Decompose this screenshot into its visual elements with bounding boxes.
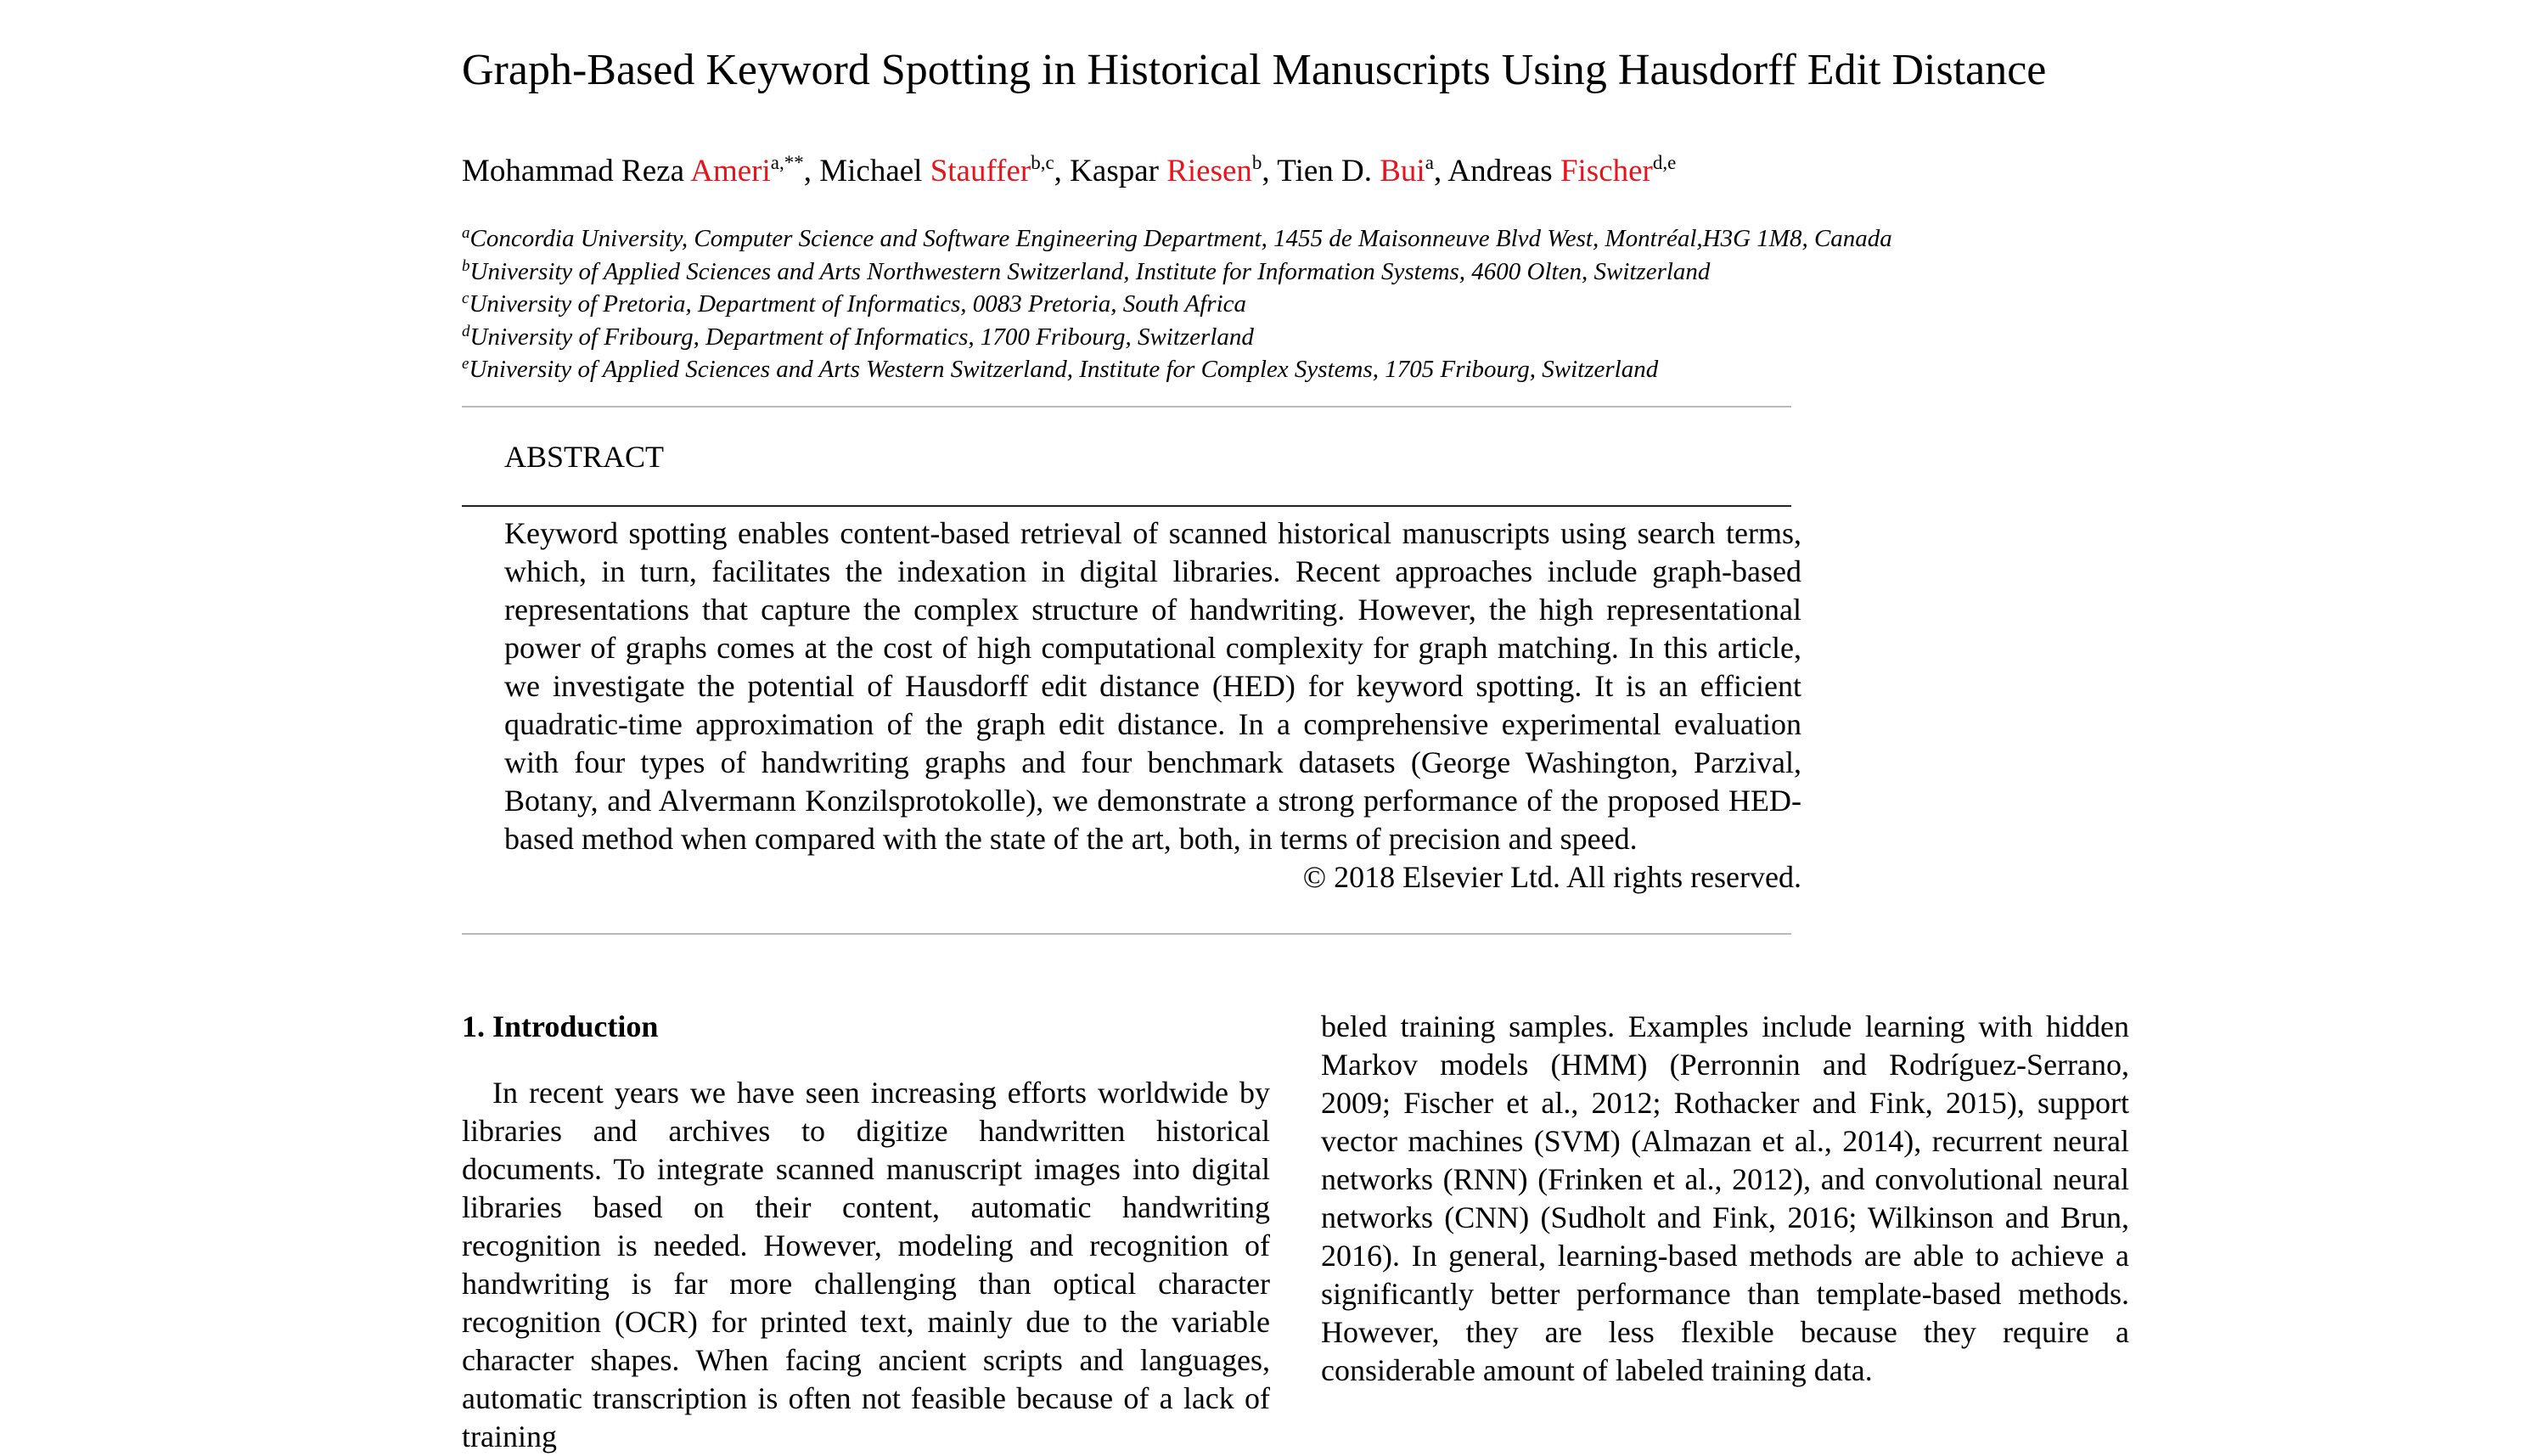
abstract-text: Keyword spotting enables content-based retrieval of scanned historical manuscripts using search terms, which, in turn, facilitates the indexation in digital libraries. Recent approaches include graph-based representations that capture the complex structure of handwriting. However, the high representational power of graphs comes at the cost of high computational complexity for graph matching. In this article, we investigate the potential of Hausdorff edit distance (HED) for keyword spotting. It is an efficient quadratic-time approximation of the graph edit distance. In a comprehensive experimental evaluation with four types of handwriting graphs and four benchmark datasets (George Washington, Parzival, Botany, and Alvermann Konzilsprotokolle), we demonstrate a strong performance of the proposed HED-based method when compared with the state of the art, both, in terms of precision and speed.: [504, 516, 1801, 856]
column-left: [462, 1008, 1270, 1456]
author-first-name: Michael: [819, 154, 923, 188]
author-affil-mark: a: [1425, 152, 1434, 173]
affiliation-text: University of Pretoria, Department of Informatics, 0083 Pretoria, South Africa: [469, 290, 1247, 318]
author-last-name[interactable]: Stauffer: [930, 154, 1031, 188]
affiliation-mark: b: [462, 256, 470, 275]
author-last-name[interactable]: Bui: [1380, 154, 1425, 188]
affiliation-mark: e: [462, 355, 469, 373]
affiliation-item: [462, 355, 1892, 388]
copyright-notice: © 2018 Elsevier Ltd. All rights reserved.: [1302, 860, 1801, 894]
divider-top: [462, 406, 1791, 408]
column-right: [1321, 1008, 2129, 1390]
author-first-name: Andreas: [1447, 154, 1553, 188]
affiliation-text: University of Applied Sciences and Arts Western Switzerland, Institute for Complex Systems, 1705 Fribourg, Switzerland: [469, 356, 1659, 383]
author-last-name[interactable]: Fischer: [1560, 154, 1653, 188]
intro-paragraph: In recent years we have seen increasing efforts worldwide by libraries and archives to digitize handwritten historical documents. To integrate scanned manuscript images into digital libraries based on their content, automatic handwriting recognition is needed. However, modeling and recognition of handwriting is far more challenging than optical character recognition (OCR) for printed text, mainly due to the variable character shapes. When facing ancient scripts and languages, automatic transcription is often not feasible because of a lack of training: [462, 1076, 1270, 1453]
affiliation-list: [462, 224, 1892, 388]
divider-abstract: [462, 505, 1791, 507]
author-list: Mohammad Reza Ameri$^{a,**}$, Michael Stauffer$^{b,c}$, Kaspar Riesen$^b$, Tien D. Bui$^a$, Andreas Fischer$^{d,e}$: [462, 152, 1677, 188]
divider-bottom: [462, 933, 1791, 935]
author-last-name[interactable]: Ameri: [690, 154, 771, 188]
author-affil-mark: b: [1251, 152, 1262, 173]
author-affil-mark: a,**: [770, 152, 804, 173]
author-first-name: Kaspar: [1070, 154, 1159, 188]
abstract-body: [504, 514, 1801, 897]
author-affil-mark: b,c: [1031, 152, 1054, 173]
paper-title: Graph-Based Keyword Spotting in Historical Manuscripts Using Hausdorff Edit Distance: [462, 46, 2047, 94]
author-first-name: Mohammad Reza: [462, 154, 684, 188]
affiliation-mark: d: [462, 322, 470, 340]
affiliation-item: [462, 257, 1892, 290]
section-heading: 1. Introduction: [462, 1009, 659, 1043]
affiliation-item: [462, 323, 1892, 356]
affiliation-text: University of Fribourg, Department of Informatics, 1700 Fribourg, Switzerland: [469, 323, 1254, 351]
abstract-heading: ABSTRACT: [504, 440, 665, 474]
affiliation-mark: a: [462, 224, 470, 242]
affiliation-item: [462, 290, 1892, 323]
affiliation-item: [462, 224, 1892, 257]
affiliation-text: Concordia University, Computer Science and Software Engineering Department, 1455 de Maisonneuve Blvd West, Montréal,H3G 1M8, Canada: [469, 225, 1892, 252]
intro-paragraph-continued: beled training samples. Examples include learning with hidden Markov models (HMM) (Perronnin and Rodríguez-Serrano, 2009; Fischer et al., 2012; Rothacker and Fink, 2015), support vector machines (SVM) (Almazan et al., 2014), recurrent neural networks (RNN) (Frinken et al., 2012), and convolutional neural networks (CNN) (Sudholt and Fink, 2016; Wilkinson and Brun, 2016). In general, learning-based methods are able to achieve a significantly better performance than template-based methods. However, they are less flexible because they require a considerable amount of labeled training data.: [1321, 1009, 2129, 1387]
affiliation-text: University of Applied Sciences and Arts Northwestern Switzerland, Institute for Information Systems, 4600 Olten, Switzerland: [469, 257, 1711, 285]
affiliation-mark: c: [462, 290, 469, 307]
author-affil-mark: d,e: [1652, 152, 1677, 173]
author-last-name[interactable]: Riesen: [1166, 154, 1252, 188]
author-first-name: Tien D.: [1277, 154, 1372, 188]
